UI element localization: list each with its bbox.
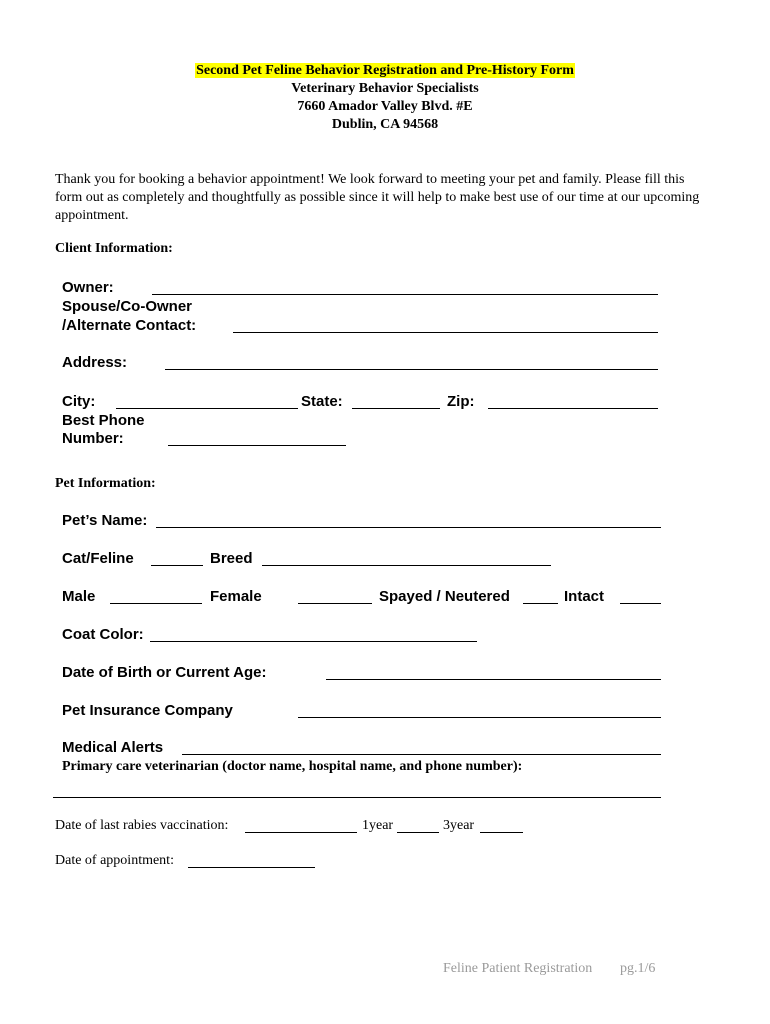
footer-doc-name: Feline Patient Registration bbox=[443, 961, 593, 976]
org-address: 7660 Amador Valley Blvd. #E bbox=[297, 99, 473, 114]
pet-name-label: Pet’s Name: bbox=[62, 512, 148, 529]
org-city: Dublin, CA 94568 bbox=[331, 117, 439, 132]
intact-field[interactable] bbox=[620, 603, 661, 604]
breed-field[interactable] bbox=[262, 565, 551, 566]
primary-vet-label: Primary care veterinarian (doctor name, hospital name, and phone number): bbox=[62, 759, 523, 774]
insurance-label: Pet Insurance Company bbox=[62, 702, 233, 719]
rabies-3year-field[interactable] bbox=[480, 832, 523, 833]
coat-color-field[interactable] bbox=[150, 641, 477, 642]
rabies-1year-label: 1year bbox=[362, 818, 394, 833]
spouse-label-line1: Spouse/Co-Owner bbox=[62, 298, 193, 315]
rabies-date-field[interactable] bbox=[245, 832, 357, 833]
zip-label: Zip: bbox=[447, 393, 475, 410]
city-label: City: bbox=[62, 393, 96, 410]
dob-field[interactable] bbox=[326, 679, 661, 680]
zip-field[interactable] bbox=[488, 408, 658, 409]
pet-info-heading: Pet Information: bbox=[55, 476, 156, 491]
footer-page-number: pg.1/6 bbox=[620, 961, 656, 976]
coat-color-label: Coat Color: bbox=[62, 626, 144, 643]
medical-alerts-field[interactable] bbox=[182, 754, 661, 755]
form-title: Second Pet Feline Behavior Registration and Pre-History Form bbox=[196, 63, 574, 78]
owner-field[interactable] bbox=[152, 294, 658, 295]
state-field[interactable] bbox=[352, 408, 440, 409]
phone-label-line2: Number: bbox=[62, 430, 124, 447]
intro-paragraph: Thank you for booking a behavior appointment! We look forward to meeting your pet and family. Please fill this form out as completely and thoughtfully as possible since it will help to make best use of our time at our upcoming appointment. bbox=[55, 172, 700, 223]
dob-label: Date of Birth or Current Age: bbox=[62, 664, 267, 681]
spouse-field[interactable] bbox=[233, 332, 658, 333]
spouse-label-line2: /Alternate Contact: bbox=[62, 317, 197, 334]
city-field[interactable] bbox=[116, 408, 298, 409]
appointment-date-field[interactable] bbox=[188, 867, 315, 868]
primary-vet-field[interactable] bbox=[53, 797, 661, 798]
org-name: Veterinary Behavior Specialists bbox=[291, 81, 479, 96]
cat-feline-label: Cat/Feline bbox=[62, 550, 134, 567]
spayed-neutered-field[interactable] bbox=[523, 603, 558, 604]
male-field[interactable] bbox=[110, 603, 202, 604]
appointment-label: Date of appointment: bbox=[55, 853, 174, 868]
pet-name-field[interactable] bbox=[156, 527, 661, 528]
phone-field[interactable] bbox=[168, 445, 346, 446]
male-label: Male bbox=[62, 588, 96, 605]
rabies-3year-label: 3year bbox=[443, 818, 475, 833]
insurance-field[interactable] bbox=[298, 717, 661, 718]
female-label: Female bbox=[210, 588, 262, 605]
rabies-1year-field[interactable] bbox=[397, 832, 439, 833]
address-label: Address: bbox=[62, 354, 128, 371]
medical-alerts-label: Medical Alerts bbox=[62, 739, 164, 756]
breed-label: Breed bbox=[210, 550, 253, 567]
phone-label-line1: Best Phone bbox=[62, 412, 145, 429]
form-title-row bbox=[0, 63, 770, 79]
state-label: State: bbox=[301, 393, 343, 410]
cat-feline-field[interactable] bbox=[151, 565, 203, 566]
client-info-heading: Client Information: bbox=[55, 241, 173, 256]
female-field[interactable] bbox=[298, 603, 372, 604]
address-field[interactable] bbox=[165, 369, 658, 370]
owner-label: Owner: bbox=[62, 279, 114, 296]
spayed-neutered-label: Spayed / Neutered bbox=[379, 588, 510, 605]
intact-label: Intact bbox=[564, 588, 605, 605]
rabies-label: Date of last rabies vaccination: bbox=[55, 818, 229, 833]
